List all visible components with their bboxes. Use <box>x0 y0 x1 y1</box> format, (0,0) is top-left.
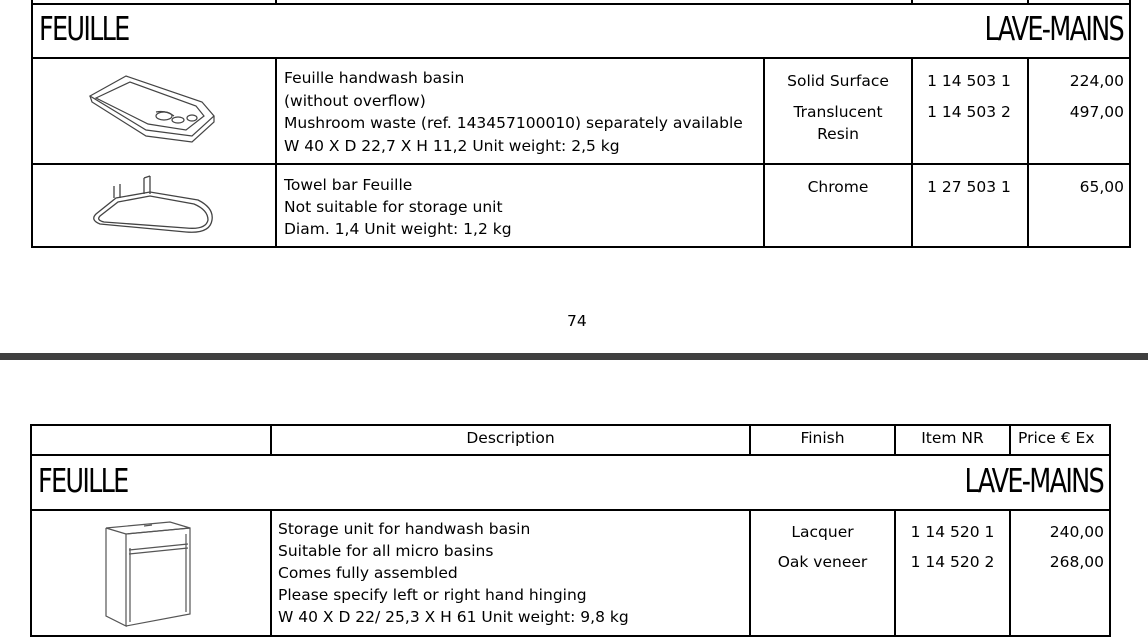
basin-finish-3: Resin <box>817 125 859 143</box>
storage-description-2: Suitable for all micro basins <box>278 542 494 560</box>
storage-price-1: 240,00 <box>1049 523 1104 541</box>
storage-finish-2: Oak veneer <box>777 553 868 571</box>
header-finish: Finish <box>800 429 845 447</box>
towel-bar-item: 1 27 503 1 <box>927 178 1011 196</box>
page-separator <box>0 353 1148 360</box>
towel-bar-price: 65,00 <box>1079 178 1124 196</box>
towel-bar-description-2: Not suitable for storage unit <box>284 198 503 216</box>
storage-finish-1: Lacquer <box>791 523 854 541</box>
brand-left-title-2: FEUILLE <box>38 461 128 500</box>
header-item-nr: Item NR <box>921 429 984 447</box>
storage-description-3: Comes fully assembled <box>278 564 458 582</box>
towel-bar-icon <box>86 174 216 236</box>
storage-unit-icon <box>100 518 196 630</box>
towel-bar-description-3: Diam. 1,4 Unit weight: 1,2 kg <box>284 220 512 238</box>
towel-bar-finish: Chrome <box>807 178 869 196</box>
basin-description-3: Mushroom waste (ref. 143457100010) separately available <box>284 114 743 132</box>
basin-description-1: Feuille handwash basin <box>284 69 465 87</box>
page-number: 74 <box>567 312 587 330</box>
storage-item-1: 1 14 520 1 <box>910 523 995 541</box>
towel-bar-description-1: Towel bar Feuille <box>284 176 413 194</box>
basin-price-1: 224,00 <box>1069 72 1124 90</box>
header-description: Description <box>466 429 555 447</box>
basin-item-2: 1 14 503 2 <box>927 103 1011 121</box>
basin-description-4: W 40 X D 22,7 X H 11,2 Unit weight: 2,5 kg <box>284 137 620 155</box>
basin-description-2: (without overflow) <box>284 92 426 110</box>
brand-right-title: LAVE-MAINS <box>984 9 1123 48</box>
header-price: Price € Ex <box>1018 429 1095 447</box>
storage-description-4: Please specify left or right hand hinging <box>278 586 587 604</box>
brand-left-title: FEUILLE <box>39 9 129 48</box>
storage-price-2: 268,00 <box>1049 553 1104 571</box>
basin-finish-2: Translucent <box>793 103 883 121</box>
storage-description-5: W 40 X D 22/ 25,3 X H 61 Unit weight: 9,8 kg <box>278 608 629 626</box>
storage-description-1: Storage unit for handwash basin <box>278 520 531 538</box>
storage-item-2: 1 14 520 2 <box>910 553 995 571</box>
basin-finish-1: Solid Surface <box>787 72 889 90</box>
basin-price-2: 497,00 <box>1069 103 1124 121</box>
handwash-basin-icon <box>86 72 216 152</box>
basin-item-1: 1 14 503 1 <box>927 72 1011 90</box>
brand-right-title-2: LAVE-MAINS <box>964 461 1103 500</box>
